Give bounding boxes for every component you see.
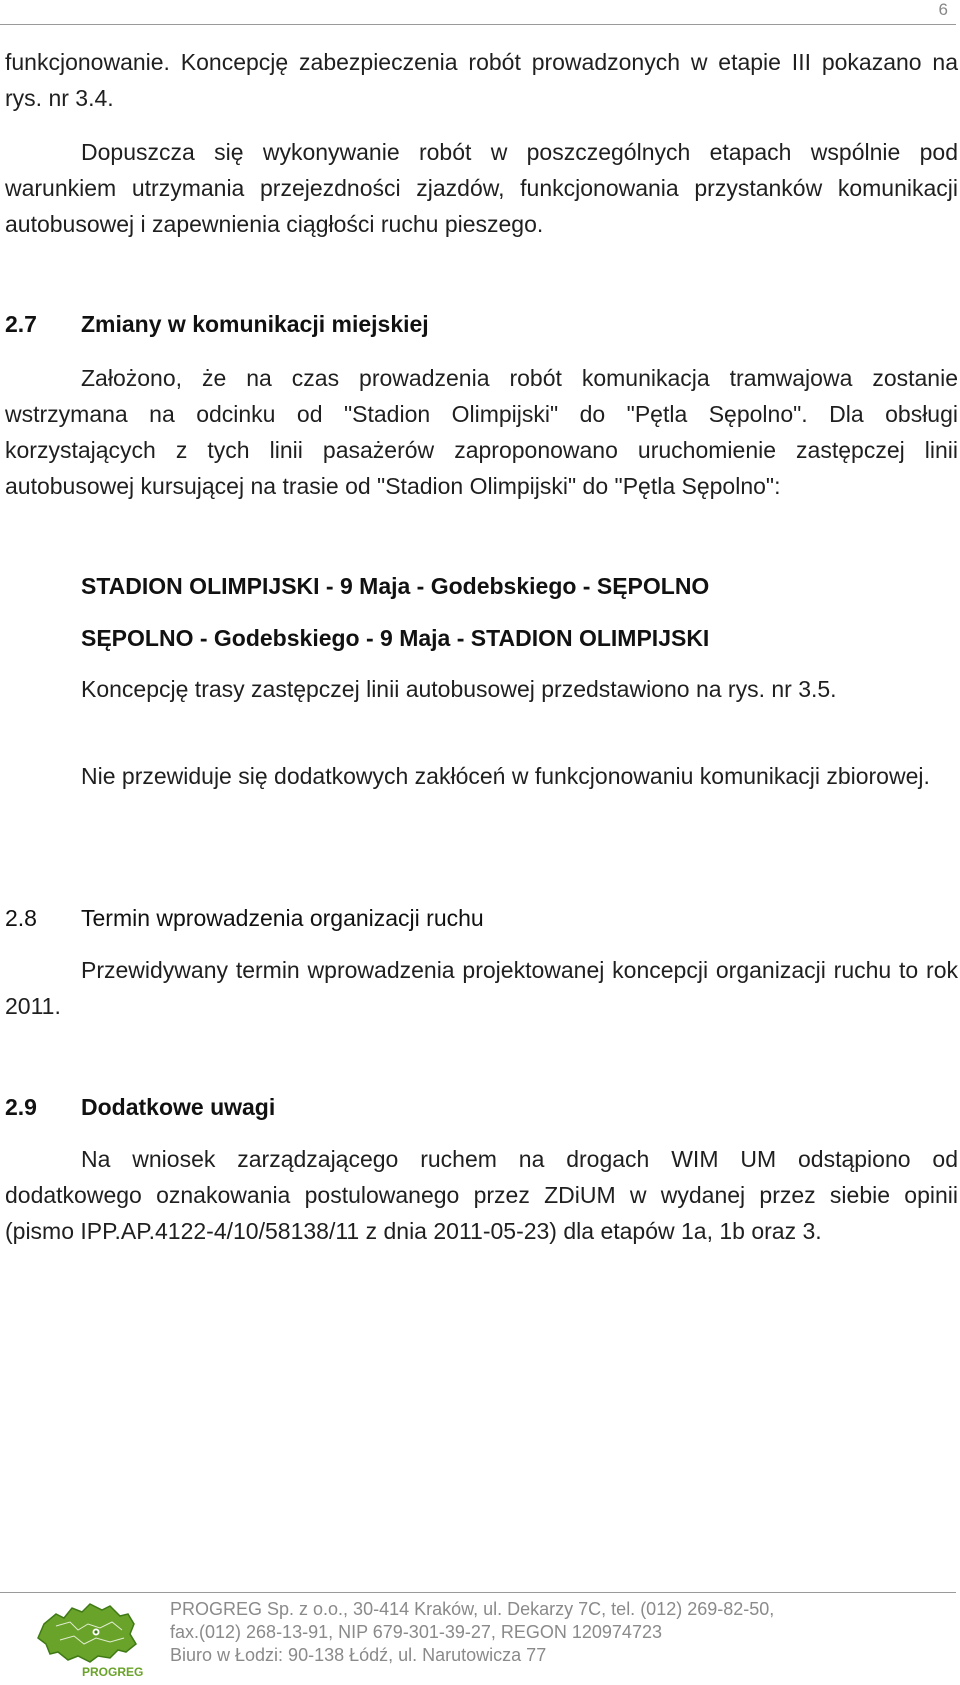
section-heading-2-9 <box>5 1089 275 1125</box>
paragraph-no-disruptions: Nie przewiduje się dodatkowych zakłóceń w funkcjonowaniu komunikacji zbiorowej. <box>81 763 930 789</box>
map-logo-icon <box>30 1596 164 1680</box>
section-title: Termin wprowadzenia organizacji ruchu <box>81 905 484 931</box>
paragraph-tram-suspension: Założono, że na czas prowadzenia robót komunikacja tramwajowa zostanie wstrzymana na odcinku od "Stadion Olimpijski" do "Pętla Sępolno". Dla obsługi korzystających z tych linii pasażerów zaproponowano uruchomienie zastępczej linii autobusowej kursującej na trasie od "Stadion Olimpijski" do "Pętla Sępolno": <box>5 365 958 499</box>
paragraph-additional-remarks: Na wniosek zarządzającego ruchem na drogach WIM UM odstąpiono od dodatkowego oznakowania postulowanego przez ZDiUM w wydanej przez siebie opinii (pismo IPP.AP.4122-4/10/58138/11 z dnia 2011-05-23) dla etapów 1a, 1b oraz 3. <box>5 1146 958 1244</box>
section-heading-2-8 <box>5 900 484 936</box>
header-divider <box>0 24 956 25</box>
paragraph-joint-works: Dopuszcza się wykonywanie robót w poszczególnych etapach wspólnie pod warunkiem utrzymania przejezdności zjazdów, funkcjonowania przystanków komunikacji autobusowej i zapewnienia ciągłości ruchu pieszego. <box>5 139 958 237</box>
logo-wordmark: PROGREG <box>82 1665 144 1679</box>
footer-line-lodz-office: Biuro w Łodzi: 90-138 Łódź, ul. Narutowicza 77 <box>170 1645 547 1665</box>
section-heading-2-7 <box>5 306 429 342</box>
progreg-logo <box>30 1596 164 1680</box>
paragraph-deadline: Przewidywany termin wprowadzenia projektowanej koncepcji organizacji ruchu to rok 2011. <box>5 957 958 1019</box>
paragraph-continuation: funkcjonowanie. Koncepcję zabezpieczenia robót prowadzonych w etapie III pokazano na rys. nr 3.4. <box>5 49 958 111</box>
section-title: Zmiany w komunikacji miejskiej <box>81 311 429 337</box>
footer-line-registration: fax.(012) 268-13-91, NIP 679-301-39-27, REGON 120974723 <box>170 1622 662 1642</box>
footer-company-info <box>170 1598 774 1667</box>
paragraph-route-concept: Koncepcję trasy zastępczej linii autobusowej przedstawiono na rys. nr 3.5. <box>81 676 837 702</box>
footer-divider <box>0 1592 956 1593</box>
section-number: 2.7 <box>5 311 37 337</box>
page-number: 6 <box>938 0 948 19</box>
section-number: 2.9 <box>5 1094 37 1120</box>
section-title: Dodatkowe uwagi <box>81 1094 276 1120</box>
bus-route-2: SĘPOLNO - Godebskiego - 9 Maja - STADION OLIMPIJSKI <box>81 625 710 651</box>
section-number: 2.8 <box>5 905 37 931</box>
footer-line-address: PROGREG Sp. z o.o., 30-414 Kraków, ul. Dekarzy 7C, tel. (012) 269-82-50, <box>170 1599 775 1619</box>
bus-route-1: STADION OLIMPIJSKI - 9 Maja - Godebskiego - SĘPOLNO <box>81 573 710 599</box>
